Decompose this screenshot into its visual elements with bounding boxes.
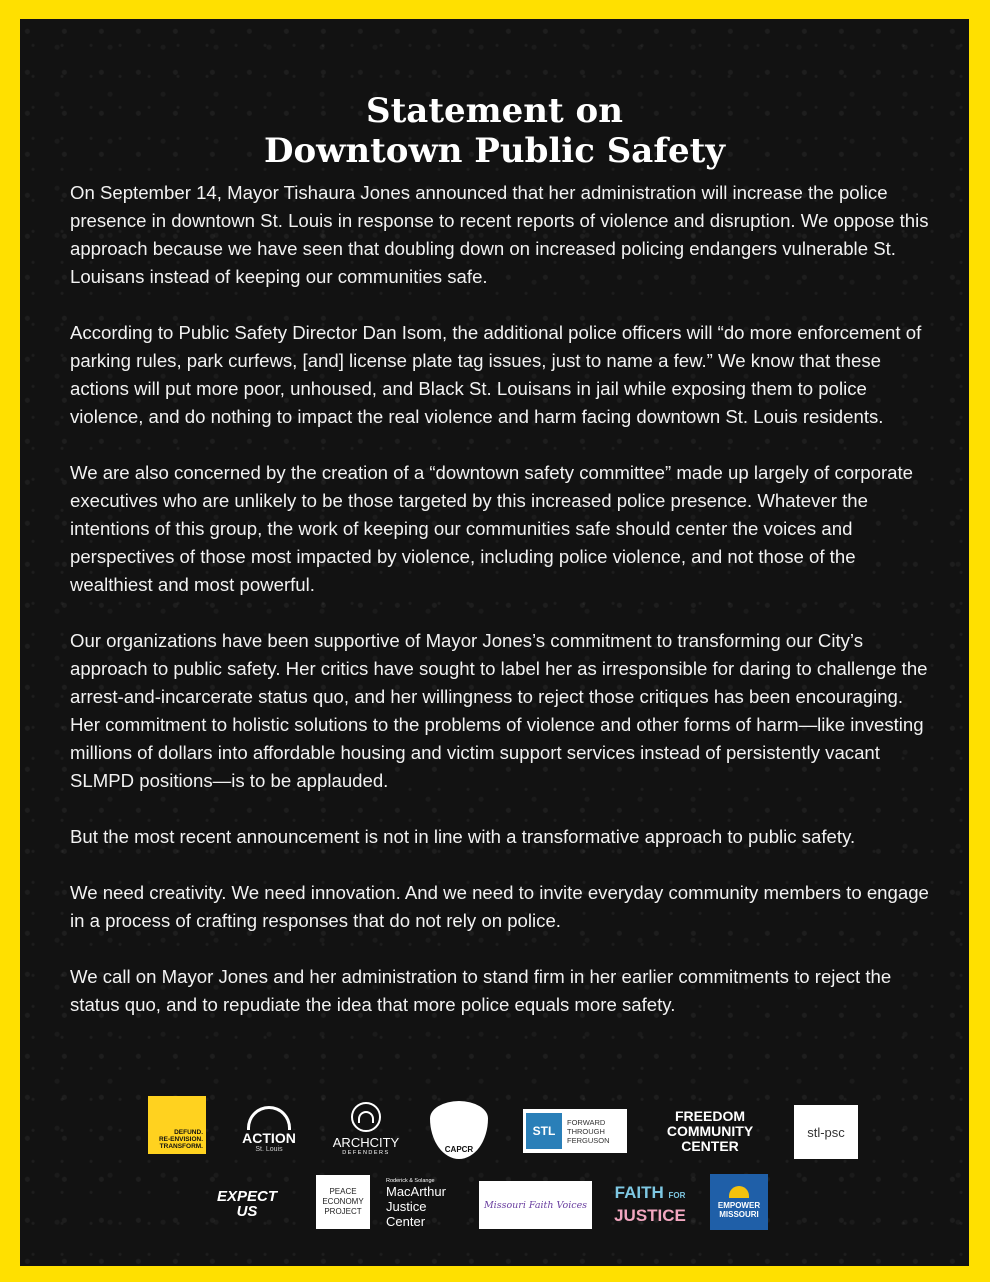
fff-line: FORWARD [567, 1117, 606, 1127]
fcc-line: FREEDOM [675, 1108, 745, 1124]
empower-missouri-logo [710, 1174, 768, 1230]
paragraph: Our organizations have been supportive of Mayor Jones’s commitment to transforming our City’s approach to public safety. Her critics have sought to label her as irresponsible for daring to challenge the arrest-and-incarcerate status quo, and her willingness to reject those critiques has been encouraging. Her commitment to holistic solutions to the problems of violence and other forms of harm—like investing millions of dollars into affordable housing and victim support services instead of persistently vacant SLMPD positions—is to be applauded. [70, 630, 928, 791]
capcr-name: CAPCR [444, 1145, 474, 1154]
empower-line: MISSOURI [719, 1209, 759, 1219]
archcity-sub: DEFENDERS [342, 1150, 390, 1156]
action-stl-logo [234, 1099, 304, 1159]
forward-through-ferguson-logo [523, 1109, 627, 1153]
fff-line: FERGUSON [567, 1135, 610, 1145]
missouri-faith-voices-logo [479, 1181, 592, 1229]
peace-economy-project-logo [316, 1175, 370, 1229]
fj-line2: JUSTICE [614, 1205, 686, 1225]
empower-line: EMPOWER [717, 1200, 761, 1210]
paragraph: We need creativity. We need innovation. And we need to invite everyday community members to engage in a process of crafting responses that do not rely on police. [70, 882, 929, 931]
sun-icon [729, 1186, 749, 1198]
capcr-logo [428, 1099, 490, 1161]
expect-us-logo [207, 1179, 287, 1229]
fcc-line: CENTER [681, 1138, 739, 1154]
action-name: ACTION [242, 1129, 296, 1146]
stl-psc-logo [794, 1105, 858, 1159]
peace-line: PROJECT [324, 1207, 362, 1216]
expect-line: US [236, 1203, 258, 1220]
peace-line: ECONOMY [322, 1197, 364, 1206]
macarthur-small: Roderick & Solange [386, 1177, 435, 1184]
peace-line: PEACE [329, 1187, 357, 1196]
macarthur-justice-center-logo [386, 1175, 462, 1231]
faith-voices-name: Missouri Faith Voices [483, 1199, 588, 1211]
paragraph: We call on Mayor Jones and her administration to stand firm in her earlier commitments to reject the status quo, and to repudiate the idea that more police equals more safety. [70, 966, 892, 1015]
statement-poster [20, 19, 969, 1266]
macarthur-line: Justice [386, 1198, 427, 1214]
defund-line: TRANSFORM. [159, 1143, 203, 1150]
freedom-community-center-logo [650, 1104, 770, 1159]
faith-for-justice-logo [604, 1181, 696, 1227]
action-sub: St. Louis [255, 1145, 283, 1153]
paragraph: But the most recent announcement is not in line with a transformative approach to public safety. [70, 826, 856, 847]
statement-title [20, 91, 969, 171]
macarthur-line: Center [386, 1213, 426, 1229]
fj-line1: FAITH [614, 1182, 664, 1202]
statement-body [70, 179, 930, 1047]
macarthur-line: MacArthur [386, 1183, 446, 1199]
fff-line: THROUGH [567, 1126, 605, 1136]
archcity-defenders-logo [326, 1099, 406, 1159]
defund-line: DEFUND. [174, 1129, 203, 1136]
title-line-1: Statement on [366, 91, 623, 131]
fj-small: FOR [668, 1190, 686, 1200]
arch-circle-icon [351, 1102, 381, 1132]
stl-badge: STL [526, 1113, 562, 1149]
defund-line: RE-ENVISION. [158, 1136, 203, 1143]
stlpsc-name: stl-psc [807, 1124, 845, 1140]
title-line-2: Downtown Public Safety [263, 131, 726, 171]
paragraph: We are also concerned by the creation of a “downtown safety committee” made up largely of corporate executives who are unlikely to be those targeted by this increased police presence. Whatever the intentions of this group, the work of keeping our communities safe should center the voices and perspectives of those most impacted by violence, including police violence, and not those of the wealthiest and most powerful. [70, 462, 914, 595]
archcity-name: ARCHCITY [332, 1135, 400, 1150]
paragraph: On September 14, Mayor Tishaura Jones announced that her administration will increase the police presence in downtown St. Louis in response to recent reports of violence and disruption. We oppose this approach because we have seen that doubling down on increased policing endangers vulnerable St. Louisans instead of keeping our communities safe. [70, 182, 929, 287]
capcr-shield-icon [430, 1101, 488, 1159]
defund-logo [148, 1096, 206, 1154]
expect-line: EXPECT [216, 1188, 277, 1205]
paragraph: According to Public Safety Director Dan Isom, the additional police officers will “do more enforcement of parking rules, park curfews, [and] license plate tag issues, just to name a few.” We know that these actions will put more poor, unhoused, and Black St. Louisans in jail while exposing them to police violence, and do nothing to impact the real violence and harm facing downtown St. Louis residents. [70, 322, 922, 427]
fcc-line: COMMUNITY [666, 1123, 754, 1139]
